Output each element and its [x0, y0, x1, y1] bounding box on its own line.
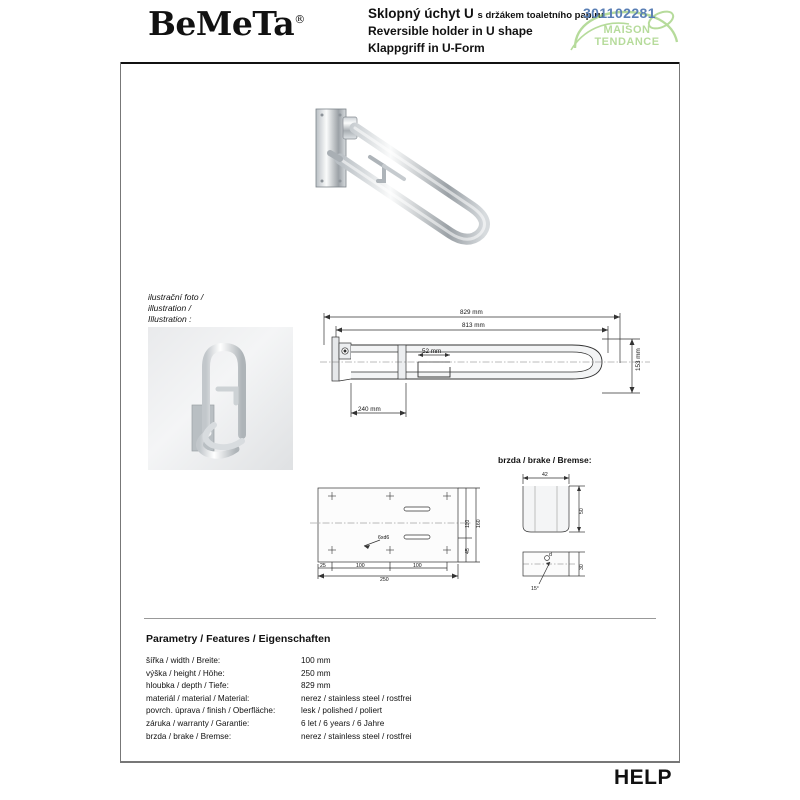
param-key: šířka / width / Breite: — [146, 656, 221, 665]
parameters-title: Parametry / Features / Eigenschaften — [146, 633, 331, 645]
param-key: materiál / material / Material: — [146, 693, 250, 703]
parameters-divider — [144, 618, 656, 619]
product-subtitle-cs: s držákem toaletního papíru — [477, 10, 604, 21]
product-photo-main — [300, 95, 520, 265]
table-row — [146, 705, 646, 718]
param-value: 100 mm — [301, 656, 331, 665]
table-row — [146, 655, 646, 668]
page-header — [0, 0, 800, 62]
param-value: lesk / polished / poliert — [301, 706, 383, 716]
table-row — [146, 718, 646, 731]
dim-plate-height: 160 — [476, 519, 482, 528]
param-key: záruka / warranty / Garantie: — [146, 718, 250, 728]
dim-plate-hole-a: 100 — [356, 563, 365, 569]
dim-plate-lower-height: 45 — [465, 548, 471, 554]
dim-brake-side: d — [549, 552, 552, 558]
wall-plate-svg — [300, 478, 495, 588]
side-view-svg — [310, 305, 665, 450]
table-row — [146, 693, 646, 706]
dim-plate-hole-spec: 6xd6 — [378, 535, 390, 541]
illustration-photo — [148, 327, 293, 470]
table-row — [146, 668, 646, 681]
dim-inner-length: 813 mm — [462, 322, 485, 329]
brand-name: BeMeTa — [148, 4, 295, 43]
series-name: HELP — [613, 766, 672, 789]
table-row — [146, 680, 646, 693]
dim-plate-width: 250 — [380, 577, 389, 583]
dim-brake-width: 42 — [542, 472, 548, 478]
table-row — [146, 731, 646, 744]
product-title-cs: Sklopný úchyt U — [368, 6, 474, 21]
param-key: výška / height / Höhe: — [146, 668, 225, 678]
product-code: 301102281 — [583, 5, 656, 21]
dim-paper-holder: 52 mm — [422, 348, 442, 355]
footer-divider — [120, 762, 680, 763]
param-key: hloubka / depth / Tiefe: — [146, 681, 229, 691]
illustration-caption-cs: ilustrační foto / — [148, 292, 204, 302]
dim-bracket-offset: 240 mm — [358, 406, 381, 413]
dim-total-length: 829 mm — [460, 309, 483, 316]
watermark-line-2: TENDANCE — [594, 36, 660, 48]
param-key: brzda / brake / Bremse: — [146, 731, 232, 741]
technical-drawing-wall-plate — [300, 478, 495, 588]
product-title-de: Klappgriff in U-Form — [368, 41, 485, 55]
technical-drawing-side-view — [310, 305, 665, 450]
product-title-en: Reversible holder in U shape — [368, 24, 533, 38]
dim-plate-inner-height: 110 — [465, 519, 471, 528]
illustration-grab-bar — [148, 327, 293, 470]
param-key: povrch. úprava / finish / Oberfläche: — [146, 706, 276, 716]
dim-height: 153 mm — [635, 348, 642, 371]
param-value: 6 let / 6 years / 6 Jahre — [301, 718, 385, 728]
illustration-caption-en: illustration / — [148, 303, 191, 313]
dim-plate-hole-b: 100 — [413, 563, 422, 569]
param-value: 829 mm — [301, 681, 331, 691]
param-value: nerez / stainless steel / rostfrei — [301, 693, 412, 703]
param-value: nerez / stainless steel / rostfrei — [301, 731, 412, 741]
dim-plate-edge-margin: 25 — [320, 563, 326, 569]
parameters-table — [146, 655, 646, 743]
brake-svg — [505, 468, 615, 593]
dim-brake-depth: 30 — [579, 564, 585, 570]
dim-brake-height: 50 — [579, 508, 585, 514]
technical-drawing-brake — [505, 468, 615, 593]
grab-bar-render — [300, 95, 520, 265]
registered-mark: ® — [294, 13, 305, 26]
brand-logo — [148, 4, 305, 43]
param-value: 250 mm — [301, 668, 331, 678]
illustration-caption-de: Illustration : — [148, 314, 192, 324]
watermark-line-1: MAISON — [603, 24, 651, 36]
illustration-caption — [148, 292, 203, 325]
brake-section-label: brzda / brake / Bremse: — [498, 455, 592, 465]
dim-brake-angle: 15° — [531, 586, 539, 592]
